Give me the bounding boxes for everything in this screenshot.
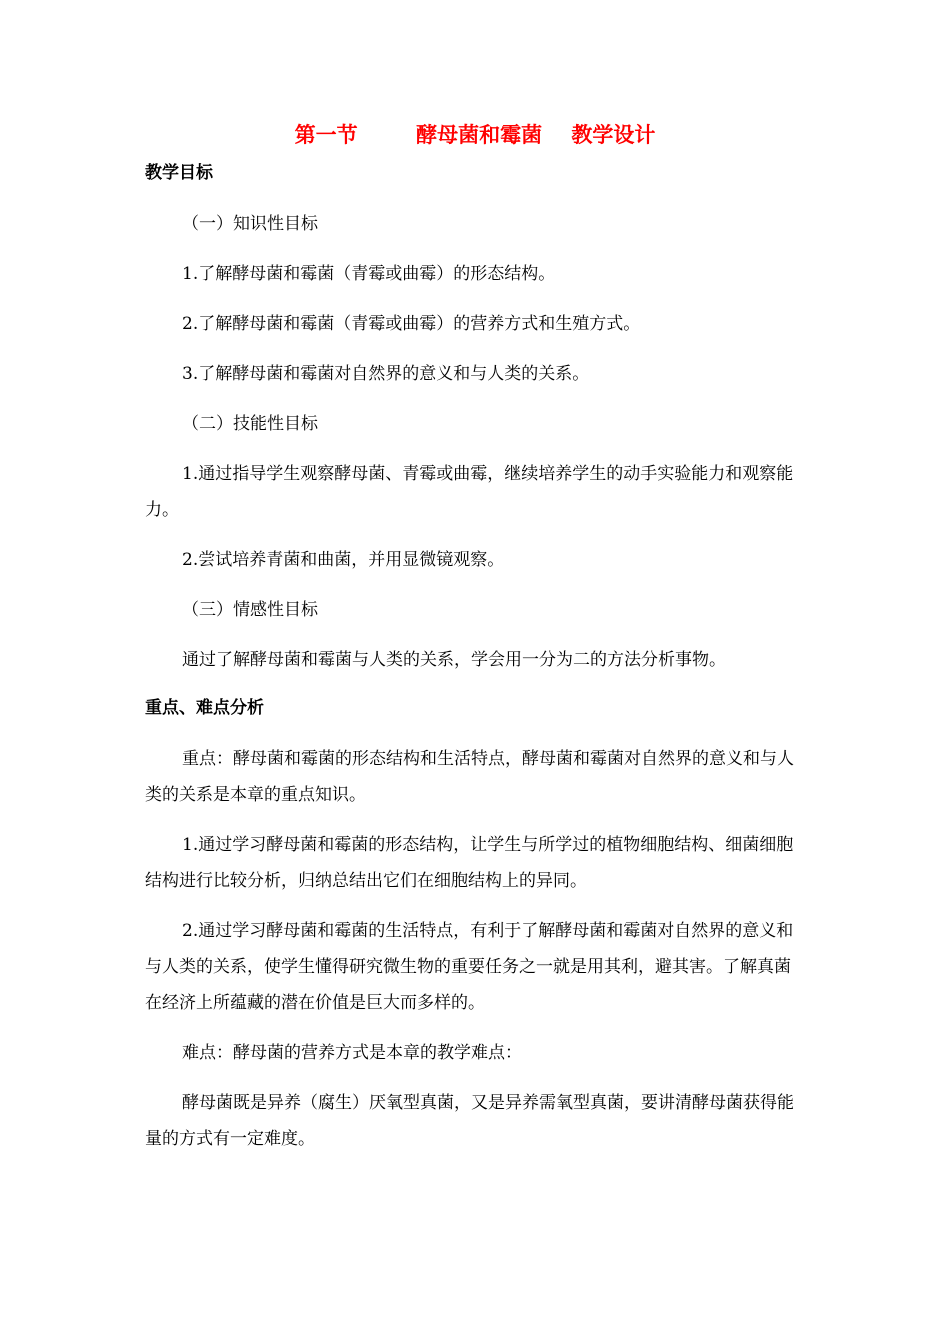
knowledge-item-3: 3.了解酵母菌和霉菌对自然界的意义和与人类的关系。 (182, 364, 590, 384)
key-point-paragraph: 重点：酵母菌和霉菌的形态结构和生活特点，酵母菌和霉菌对自然界的意义和与人类的关系是本章的重点知识。 (145, 749, 794, 805)
emotion-item-1: 通过了解酵母菌和霉菌与人类的关系，学会用一分为二的方法分析事物。 (182, 650, 726, 670)
skill-item-1: 1.通过指导学生观察酵母菌、青霉或曲霉，继续培养学生的动手实验能力和观察能力。 (145, 464, 794, 520)
document-title: 第一节 酵母菌和霉菌 教学设计 (294, 123, 656, 147)
subheading-knowledge: （一）知识性目标 (182, 214, 318, 234)
subheading-emotion: （三）情感性目标 (182, 600, 318, 620)
difficulty-paragraph: 难点：酵母菌的营养方式是本章的教学难点： (182, 1043, 522, 1063)
skill-item-2: 2.尝试培养青菌和曲菌，并用显微镜观察。 (182, 550, 505, 570)
knowledge-item-2: 2.了解酵母菌和霉菌（青霉或曲霉）的营养方式和生殖方式。 (182, 314, 641, 334)
difficulty-item-1: 酵母菌既是异养（腐生）厌氧型真菌，又是异养需氧型真菌，要讲清酵母菌获得能量的方式有一定难度。 (145, 1093, 794, 1149)
subheading-skill: （二）技能性目标 (182, 414, 318, 434)
section-heading-objectives: 教学目标 (145, 163, 213, 183)
section-heading-analysis: 重点、难点分析 (145, 698, 264, 718)
key-point-item-2: 2.通过学习酵母菌和霉菌的生活特点，有利于了解酵母菌和霉菌对自然界的意义和与人类的关系，使学生懂得研究微生物的重要任务之一就是用其利，避其害。了解真菌在经济上所蕴藏的潜在价值是巨大而多样的。 (145, 921, 794, 1013)
document-body (145, 157, 805, 1171)
key-point-item-1: 1.通过学习酵母菌和霉菌的形态结构，让学生与所学过的植物细胞结构、细菌细胞结构进行比较分析，归纳总结出它们在细胞结构上的异同。 (145, 835, 794, 891)
knowledge-item-1: 1.了解酵母菌和霉菌（青霉或曲霉）的形态结构。 (182, 264, 556, 284)
